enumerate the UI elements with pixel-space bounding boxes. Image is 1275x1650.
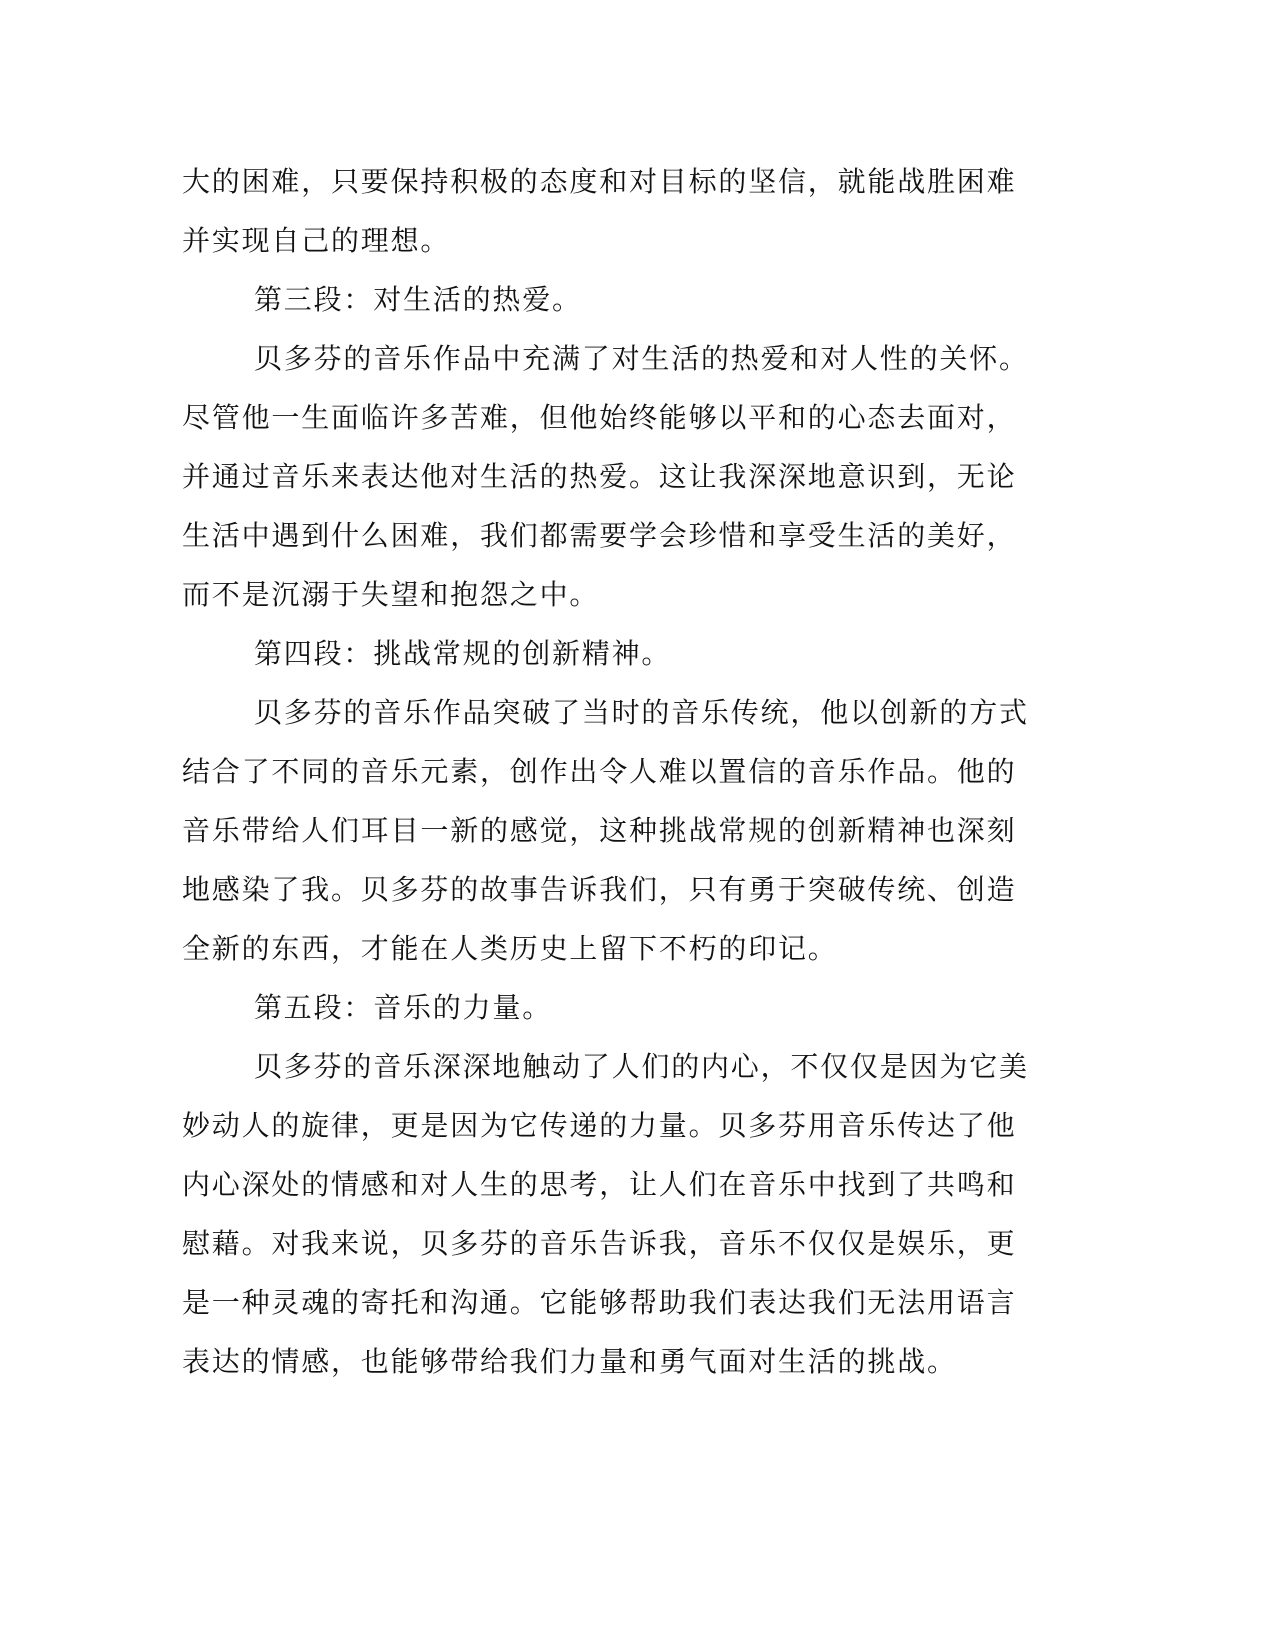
- section-heading-5: 第五段：音乐的力量。: [254, 991, 553, 1024]
- paragraph-continuation: 大的困难，只要保持积极的态度和对目标的坚信，就能战胜困难并实现自己的理想。: [182, 165, 1017, 257]
- paragraph-innovation: 贝多芬的音乐作品突破了当时的音乐传统，他以创新的方式结合了不同的音乐元素，创作出令人难以置信的音乐作品。他的音乐带给人们耳目一新的感觉，这种挑战常规的创新精神也深刻地感染了我。贝多芬的故事告诉我们，只有勇于突破传统、创造全新的东西，才能在人类历史上留下不朽的印记。: [182, 696, 1029, 965]
- paragraph-music-power: 贝多芬的音乐深深地触动了人们的内心，不仅仅是因为它美妙动人的旋律，更是因为它传递的力量。贝多芬用音乐传达了他内心深处的情感和对人生的思考，让人们在音乐中找到了共鸣和慰藉。对我来说，贝多芬的音乐告诉我，音乐不仅仅是娱乐，更是一种灵魂的寄托和沟通。它能够帮助我们表达我们无法用语言表达的情感，也能够带给我们力量和勇气面对生活的挑战。: [182, 1050, 1029, 1378]
- section-heading-4: 第四段：挑战常规的创新精神。: [254, 637, 672, 670]
- section-heading-3: 第三段：对生活的热爱。: [254, 283, 582, 316]
- document-body: [182, 152, 1044, 1391]
- paragraph-life-love: 贝多芬的音乐作品中充满了对生活的热爱和对人性的关怀。尽管他一生面临许多苦难，但他始终能够以平和的心态去面对，并通过音乐来表达他对生活的热爱。这让我深深地意识到，无论生活中遇到什么困难，我们都需要学会珍惜和享受生活的美好，而不是沉溺于失望和抱怨之中。: [182, 342, 1029, 611]
